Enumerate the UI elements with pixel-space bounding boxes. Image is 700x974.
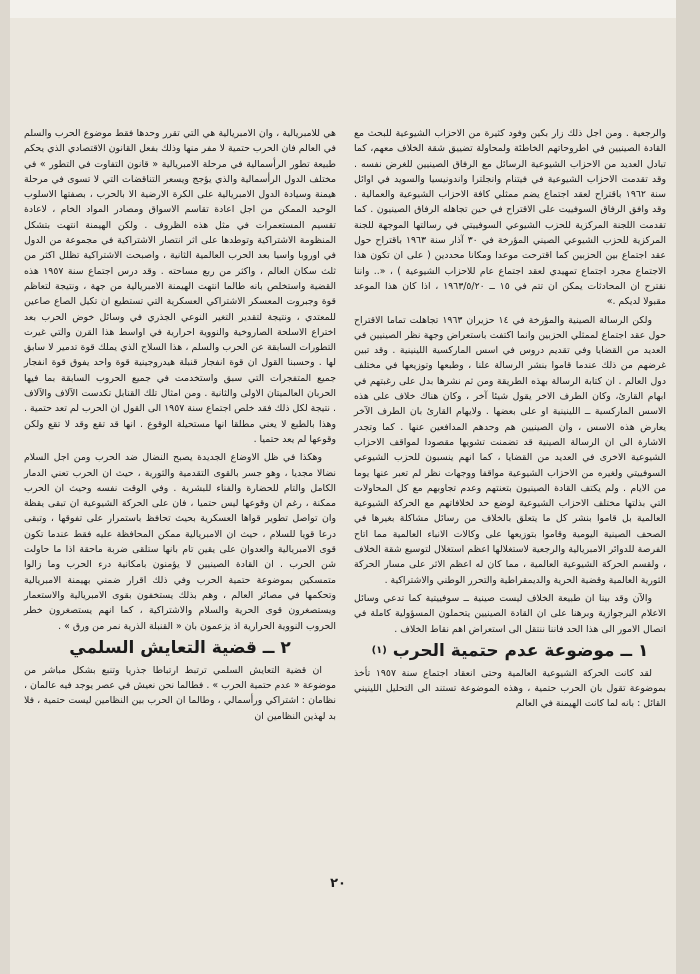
right-paragraph-3: والآن وقد بينا ان طبيعة الخلاف ليست صينية ــ سوفييتية كما تدعي وسائل الاعلام البرجوازية وبرهنا على ان القادة الصينيين يتحملون المسؤولية كاملة في اتصال الامور الى هذا الحد فاننا ننتقل الى استعراض اهم نقاط الخلاف . [354, 592, 666, 635]
scan-edge-top [0, 0, 700, 18]
right-paragraph-4: لقد كانت الحركة الشيوعية العالمية وحتى انعقاد اجتماع سنة ١٩٥٧ تأخذ بموضوعة تقول بان الحرب حتمية ، وهذه الموضوعة تستند الى التحليل اللينيني القائل : بانه لما كانت الهيمنة في العالم [354, 667, 666, 710]
right-paragraph-1: والرجعية . ومن اجل ذلك زار بكين وفود كثيرة من الاحزاب الشيوعية للبحث مع القادة الصينيين في اطروحاتهم الخاطئة ولمحاولة تضييق شقة الخلاف معهم، كما تبادل العديد من الاحزاب الشيوعية الرسائل مع الرفاق الصينيين للغرض نفسه . وقد تقدمت الاحزاب الشيوعية في فيتنام وانجلترا واندونيسيا والسويد في اوائل سنة ١٩٦٢ باقتراح لعقد اجتماع يضم ممثلي كافة الاحزاب الشيوعية والعمالية . وقد وافق الرفاق السوفييت على الاقتراح في حين تجاهله الرفاق الصينيون . كما تقدمت اللجنة المركزية للحزب الشيوعي السوفييتي في رسالتها الموجهة للجنة المركزية للحزب الشيوعي الصيني المؤرخة في ٣٠ آذار سنة ١٩٦٣ باقتراح حول عقد اجتماع بين الحزبين كما اقترحت موعدا ومكانا محددين ( على ان تكون هذا الاجتماع مجرد اجتماع تمهيدي لعقد اجتماع عام للاحزاب الشيوعية ) ، «.. واننا نقترح ان المحادثات يمكن ان تتم في ١٥ ــ ١٩٦٣/٥/٢٠ ، اذا كان هذا الموعد مقبولا لديكم .» [354, 128, 667, 308]
right-column [354, 126, 666, 715]
left-paragraph-3: ان قضية التعايش السلمي ترتبط ارتباطا جذريا وتنبع بشكل مباشر من موضوعة « عدم حتمية الحرب » . فطالما نحن نعيش في عصر يوجد فيه عالمان ، نظامان : اشتراكي ورأسمالي ، وطالما ان الحرب بين النظامين ليست حتمية ، فلا بد لهذين النظامين ان [24, 664, 336, 722]
section-heading-1 [354, 640, 666, 662]
section-heading-1-footnote: (١) [371, 644, 387, 656]
section-heading-2: ٢ ــ قضية التعايش السلمي [69, 637, 291, 658]
right-paragraph-2: ولكن الرسالة الصينية والمؤرخة في ١٤ حزيران ١٩٦٣ تجاهلت تماما الاقتراح حول عقد اجتماع لممثلي الحزبين وانما اكتفت باستعراض وجهة نظر الصينيين في العديد من القضايا وفي تقديم دروس في اسس الماركسية اللينينية . وقد تبين غرضهم من ذلك عندما قاموا بنشر الرسالة علنا ، وطبعها وتوزيعها في مختلف دول العالم . ان كتابة الرسالة بهذه الطريقة ومن ثم نشرها بدل على رغبتهم في ابهام القارئ، وكان الطرف الاخر يقول شيئا آخر ، وكان هناك خلاف على هذه الاسس الماركسية ــ اللينينية او على بعضها . ولايهام القارئ بان الطرف الآخر يعارض هذه الاسس ، وان الصينيين هم وحدهم المدافعين عنها . كما وتجدر الاشارة الى ان الرسالة الصينية قد تضمنت تشويها مقصودا لمواقف الاحزاب الشيوعية الاخرى في العديد من القضايا ، كما انهم ينسبون للحزب الشيوعي السوفييتي ولغيره من الاحزاب الشيوعية مواقفا ووجهات نظر لم تعبر عنها يوما من الايام . ولم يكتف القادة الصينيون بتعنتهم وعدم تجاوبهم مع كل المحاولات التي بذلتها مختلف الاحزاب الشيوعية لوضع حد لخلافاتهم مع الحركة الشيوعية العالمية بل قاموا بنشر كل ما يتعلق بالخلاف من رسائل مشاكلة بغيرها في الصحف الصينية اليومية وقاموا بتوزيعها على وكالات الانباء العالمية مما اتاح الفرصة للدوائر الامبريالية والرجعية لاستغلالها اعظم استغلال لتوسيع شقة الخلاف ، ولقسم الحركة الشيوعية العالمية ، مما كان له اعظم الاثر على مسار الحركة الثورية العالمية وقضية الحرية والديمقراطية والتحرر الوطني والاشتراكية . [354, 314, 666, 586]
section-heading-1-text: ١ ــ موضوعة عدم حتمية الحرب [392, 640, 649, 661]
scan-edge-left [0, 0, 10, 974]
left-paragraph-2: وهكذا في ظل الاوضاع الجديدة يصبح النضال ضد الحرب ومن اجل السلام نضالا مجديا ، وهو جسر بالقوى التقدمية والثورية ، حيث ان الحرب تعني الدمار الكامل والتام للحضارة والفناء للبشرية . وفي الوقت نفسه وحيث ان الحرب ممكنة ، رغم ان وقوعها ليس حتميا ، فان على الحركة الشيوعية ان تبقى يقظة وان تواصل تطوير قواها العسكرية بحيث تحافظ باستمرار على تفوقها ، وتبقى درعا قويا للسلام ، حيث ان الامبريالية ممكن المحافظة عليه فقط عندما تكون قوى الامبريالية والعدوان على يقين تام بانها ستلقى ضربة ماحقة اذا ما حاولت شن الحرب . ان القادة الصينيين لا يؤمنون بامكانية درء الحرب وما زالوا متمسكين بموضوعة حتمية الحرب وفي ذلك اقرار ضمني بهيمنة الامبريالية وتحكمها في مصائر العالم ، وهم بذلك يستخفون بقوى الامبريالية والاستعمار ويستصغرون قوى الحرية والسلام والاشتراكية ، كما انهم يستصغرون خطر الحروب النووية الحرارية اذ يزعمون بان « القنبلة الذرية نمر من ورق » . [24, 452, 336, 632]
left-paragraph-1: هي للامبريالية ، وان الامبريالية هي التي تقرر وحدها فقط موضوع الحرب والسلم في العالم فان الحرب حتمية لا مفر منها وذلك بفعل القانون الاقتصادي الذي يحكم طبيعة تطور الرأسمالية في مرحلة الامبريالية « قانون التفاوت في التطور » في مختلف الدول الرأسمالية والذي يؤجج ويسعر التناقضات التي لا تسوى في مرحلة هيمنة وسيادة الدول الامبريالية على الكرة الارضية الا بالحرب ، بصفتها الاسلوب الوحيد الممكن من اجل اعادة تقاسم الاسواق ومصادر المواد الخام ، لاعادة تقسيم المستعمرات في مثل هذه الظروف . ولكن الهيمنة انتهت بتشكل المنظومة الاشتراكية وتوطدها على اثر انتصار الاشتراكية في مجموعة من الدول في اوروبا واسيا بعد الحرب العالمية الثانية ، واصبحت الاشتراكية تظلل اكثر من ثلث سكان العالم ، واكثر من ربع مساحته . وقد درس اجتماع سنة ١٩٥٧ هذه القضية واستخلص بانه طالما انتهت الهيمنة الامبريالية من جهة ، ونتيجة لتعاظم قوة وجبروت المعسكر الاشتراكي العسكرية التي تستطيع ان تكيل الصاع صاعين للمعتدي ، ونتيجة لتقدير التغير النوعي الجذري في وسائل خوض الحرب بعد اختراع الاسلحة الصاروخية والنووية احرارية في اواسط هذا القرن والتي غيرت التطورات السابقة عن الحرب والسلم ، هذا السلاح الذي يملك قوة تدمير لا سابق لها . وحسبنا القول ان قوة انفجار قنبلة هيدروجينية قوة واحد يفوق قوة انفجار جميع المتفجرات التي سبق واستخدمت في جميع الحروب السابقة بما فيها الحربان العالميتان الاولى والثانية . ومن امثال تلك القنابل تكدست الآلاف والآلاف . نتيجة لكل ذلك فقد خلص اجتماع سنة ١٩٥٧ الى القول ان الحرب لم تعد حتمية . وهذا بالطبع لا يعني مطلقا انها مستحيلة الوقوع . انها قد تقع وقد لا تقع ولكن وقوعها لم يعد حتميا . [24, 128, 336, 445]
scan-edge-right [676, 0, 700, 974]
page-number: ٢٠ [330, 876, 346, 891]
left-column [24, 126, 336, 727]
